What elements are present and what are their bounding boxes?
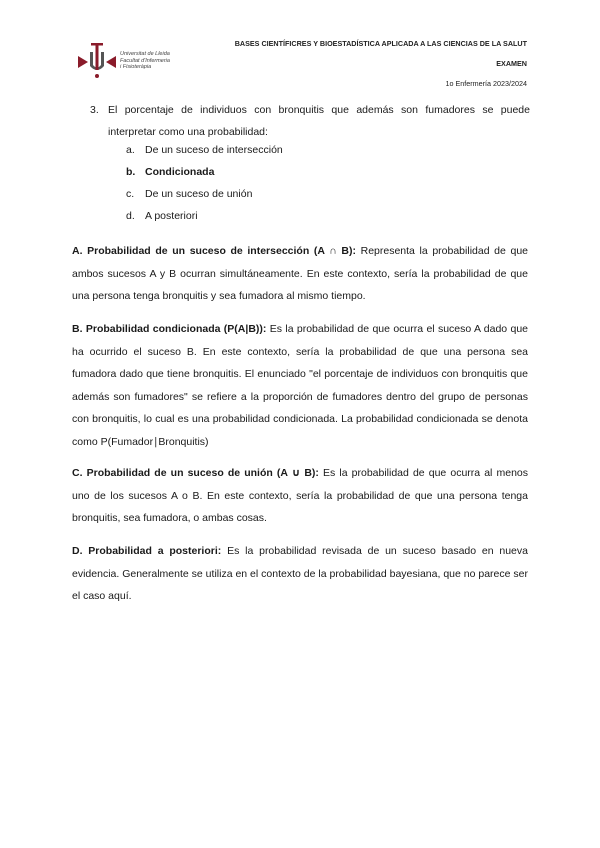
explanation-body: Es la probabilidad de que ocurra el suceso A dado que ha ocurrido el suceso B. En este contexto, sería la probabilidad de que una persona sea fumadora dado que tiene bronquitis. El enunciado "el porcentaje de individuos con bronquitis que además son fumadores" se refiere a la proporción de fumadores dentro del grupo de personas con bronquitis, lo cual es una probabilidad condicionada. La probabilidad condicionada se denota como P(Fumador∣Bronquitis)	[72, 323, 528, 448]
option-text: A posteriori	[145, 210, 198, 222]
option-d[interactable]	[126, 205, 283, 227]
logo-line: Universitat de Lleida	[120, 51, 170, 57]
explanation-heading: D. Probabilidad a posteriori:	[72, 545, 222, 557]
logo-text	[120, 51, 170, 71]
option-text: De un suceso de unión	[145, 188, 253, 200]
option-a[interactable]	[126, 139, 283, 161]
explanation-heading: B. Probabilidad condicionada (P(A|B)):	[72, 323, 267, 335]
logo-line: i Fisioteràpia	[120, 64, 152, 70]
option-b[interactable]	[126, 161, 283, 183]
option-letter: c.	[126, 188, 135, 200]
explanation-heading: A. Probabilidad de un suceso de intersección (A ∩ B):	[72, 245, 356, 257]
header-exam: EXAMEN	[496, 59, 527, 68]
question-text: El porcentaje de individuos con bronquitis que además son fumadores se puede interpretar como una probabilidad:	[108, 104, 530, 138]
explanation-body: Representa la probabilidad de que ambos sucesos A y B ocurran simultáneamente. En este contexto, sería la probabilidad de que una persona tenga bronquitis y sea fumadora al mismo tiempo.	[72, 245, 528, 302]
option-letter: d.	[126, 210, 135, 222]
header-course: 1o Enfermería 2023/2024	[445, 79, 527, 88]
explanation-body: Es la probabilidad revisada de un suceso basado en nueva evidencia. Generalmente se utiliza en el contexto de la probabilidad bayesiana, que no parece ser el caso aquí.	[72, 545, 528, 602]
option-text: De un suceso de intersección	[145, 144, 283, 156]
question	[90, 99, 530, 143]
option-c[interactable]	[126, 183, 283, 205]
explanation-heading: C. Probabilidad de un suceso de unión (A ∪ B):	[72, 467, 319, 479]
question-number: 3.	[90, 104, 99, 116]
university-crest-icon	[76, 40, 118, 80]
option-list	[126, 139, 283, 227]
logo-line: Facultat d'Infermeria	[120, 57, 170, 64]
header-title: BASES CIENTÍFICRES Y BIOESTADÍSTICA APLICADA A LAS CIENCIAS DE LA SALUT	[234, 39, 527, 48]
explanation-b	[72, 318, 528, 453]
university-logo	[76, 40, 196, 80]
explanation-a	[72, 240, 528, 308]
explanation-d	[72, 540, 528, 608]
explanation-body: Es la probabilidad de que ocurra al menos uno de los sucesos A o B. En este contexto, sería la probabilidad de que una persona tenga bronquitis, sea fumadora, o ambas cosas.	[72, 467, 529, 524]
option-letter: b.	[126, 166, 136, 178]
option-letter: a.	[126, 144, 135, 156]
explanation-c	[72, 462, 528, 530]
option-text: Condicionada	[145, 166, 215, 178]
